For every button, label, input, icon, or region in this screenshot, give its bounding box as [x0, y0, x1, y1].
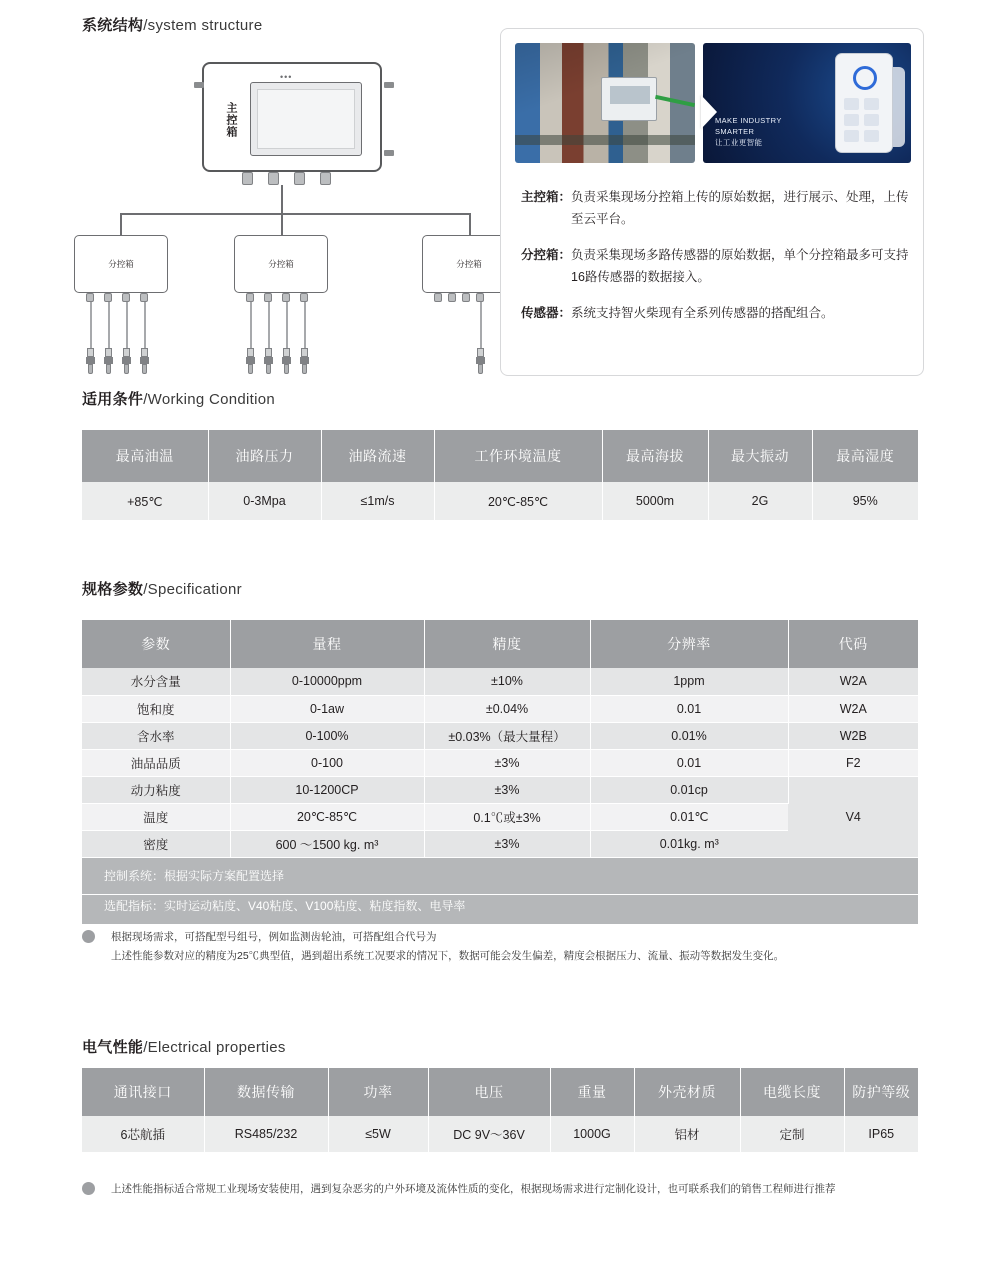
section-heading-structure-cn: 系统结构 [82, 17, 144, 34]
section-heading-structure [82, 14, 263, 35]
wc-value-cell: 20℃-85℃ [434, 482, 602, 520]
spec-footnote-line1: 根据现场需求，可搭配型号组号，例如监测齿轮油，可搭配组合代号为 [111, 931, 437, 943]
wc-header-cell: 油路压力 [208, 430, 321, 482]
ep-value-cell: IP65 [844, 1116, 918, 1152]
spec-resolution-cell: 0.01 [590, 695, 788, 722]
spec-footnote-line2: 上述性能参数对应的精度为25℃典型值，遇到超出系统工况要求的情况下，数据可能会发生偏差，精度会根据压力、流量、振动等数据发生变化。 [111, 950, 785, 963]
working-condition-table [82, 430, 918, 520]
electrical-properties-table [82, 1068, 918, 1152]
spec-range-cell: 0-100 [230, 749, 424, 776]
spec-resolution-cell: 1ppm [590, 668, 788, 695]
spec-range-cell: 0-100% [230, 722, 424, 749]
wc-header-cell: 最高海拔 [602, 430, 708, 482]
table-header-row [82, 620, 918, 668]
spec-resolution-cell: 0.01cp [590, 776, 788, 803]
wc-value-cell: 95% [812, 482, 918, 520]
legend-item [521, 303, 913, 325]
ep-header-cell: 重量 [550, 1068, 634, 1116]
table-row [82, 482, 918, 520]
sub-control-box-2-label: 分控箱 [268, 259, 294, 269]
spec-name-cell: 动力粘度 [82, 776, 230, 803]
electrical-footnote-line1: 上述性能指标适合常规工业现场安装使用，遇到复杂恶劣的户外环境及流体性质的变化，根据现场需求进行定制化设计，也可联系我们的销售工程师进行推荐 [111, 1183, 836, 1195]
photo-strip [515, 43, 911, 163]
wc-value-cell: 0-3Mpa [208, 482, 321, 520]
ep-value-cell: 1000G [550, 1116, 634, 1152]
app-photo-caption-line2: SMARTER [715, 127, 755, 137]
connector-icon [320, 172, 331, 185]
section-heading-electrical-en: /Electrical properties [143, 1039, 286, 1056]
legend-item [521, 245, 913, 289]
main-box-screen [250, 82, 362, 156]
spec-name-cell: 含水率 [82, 722, 230, 749]
connector-icon [242, 172, 253, 185]
ep-value-cell: DC 9V～36V [428, 1116, 550, 1152]
ep-value-cell: 定制 [740, 1116, 844, 1152]
spec-accuracy-cell: ±3% [424, 830, 590, 857]
connector-icon [294, 172, 305, 185]
table-note-row [82, 857, 918, 894]
spec-note-cell-1: 控制系统：根据实际方案配置选择 [82, 857, 918, 894]
sensor-icon [86, 348, 95, 374]
ep-value-cell: ≤5W [328, 1116, 428, 1152]
wc-header-cell: 最高油温 [82, 430, 208, 482]
spec-header-cell: 代码 [788, 620, 918, 668]
wc-value-cell: 5000m [602, 482, 708, 520]
wc-header-cell: 最大振动 [708, 430, 812, 482]
spec-accuracy-cell: 0.1℃或±3% [424, 803, 590, 830]
table-row [82, 668, 918, 695]
main-control-box [202, 62, 382, 172]
wc-value-cell: ≤1m/s [321, 482, 434, 520]
spec-code-cell: W2B [788, 722, 918, 749]
spec-range-cell: 600 ～1500 kg. m³ [230, 830, 424, 857]
sub-control-box-3-label: 分控箱 [456, 259, 482, 269]
ep-value-cell: 6芯航插 [82, 1116, 204, 1152]
spec-header-cell: 精度 [424, 620, 590, 668]
section-heading-electrical-cn: 电气性能 [82, 1039, 144, 1056]
spec-name-cell: 油品品质 [82, 749, 230, 776]
ep-value-cell: 铝材 [634, 1116, 740, 1152]
legend-item-label: 主控箱： [521, 190, 572, 204]
spec-accuracy-cell: ±3% [424, 749, 590, 776]
section-heading-working [82, 388, 275, 409]
app-photo-caption-line3: 让工业更智能 [715, 138, 763, 148]
ep-header-cell: 数据传输 [204, 1068, 328, 1116]
legend-item-label: 传感器： [521, 305, 572, 320]
spec-range-cell: 10-1200CP [230, 776, 424, 803]
spec-code-cell: F2 [788, 749, 918, 776]
spec-resolution-cell: 0.01 [590, 749, 788, 776]
sensor-icon [476, 348, 485, 374]
spec-resolution-cell: 0.01kg. m³ [590, 830, 788, 857]
section-heading-spec [82, 578, 242, 599]
spec-code-cell: W2A [788, 668, 918, 695]
specification-table [82, 620, 918, 925]
spec-header-cell: 参数 [82, 620, 230, 668]
wc-header-cell: 最高湿度 [812, 430, 918, 482]
spec-accuracy-cell: ±3% [424, 776, 590, 803]
table-header-row [82, 430, 918, 482]
section-heading-spec-en: /Specificationr [143, 581, 242, 598]
sub-control-box-1 [74, 235, 168, 293]
app-photo [703, 43, 911, 163]
table-row [82, 695, 918, 722]
electrical-footnote [82, 1180, 918, 1199]
table-header-row [82, 1068, 918, 1116]
legend-item-text: 系统支持智火柴现有全系列传感器的搭配组合。 [571, 305, 834, 320]
sensor-icon [140, 348, 149, 374]
spec-code-cell: V4 [788, 776, 918, 857]
spec-accuracy-cell: ±10% [424, 668, 590, 695]
sub-control-box-1-label: 分控箱 [108, 259, 134, 269]
spec-header-cell: 量程 [230, 620, 424, 668]
spec-header-cell: 分辨率 [590, 620, 788, 668]
system-structure-diagram [82, 38, 482, 368]
spec-name-cell: 密度 [82, 830, 230, 857]
legend-item-text: 负责采集现场多路传感器的原始数据，单个分控箱最多可支持16路传感器的数据接入。 [571, 247, 909, 284]
table-row [82, 722, 918, 749]
spec-accuracy-cell: ±0.03%（最大量程） [424, 722, 590, 749]
legend-item-text: 负责采集现场分控箱上传的原始数据，进行展示、处理，上传至云平台。 [571, 190, 909, 226]
spec-name-cell: 水分含量 [82, 668, 230, 695]
spec-accuracy-cell: ±0.04% [424, 695, 590, 722]
table-row [82, 749, 918, 776]
legend-list [521, 187, 913, 338]
ep-header-cell: 通讯接口 [82, 1068, 204, 1116]
bullet-icon [82, 930, 95, 943]
ep-header-cell: 电缆长度 [740, 1068, 844, 1116]
sensor-icon [122, 348, 131, 374]
legend-item-label: 分控箱： [521, 247, 572, 262]
spec-resolution-cell: 0.01℃ [590, 803, 788, 830]
section-heading-electrical [82, 1036, 286, 1057]
indicator-dots-icon: ••• [280, 72, 293, 82]
sensor-icon [264, 348, 273, 374]
connector-icon [268, 172, 279, 185]
section-heading-spec-cn: 规格参数 [82, 581, 144, 598]
sensor-icon [104, 348, 113, 374]
ep-header-cell: 电压 [428, 1068, 550, 1116]
section-heading-working-en: /Working Condition [143, 391, 276, 408]
ep-header-cell: 防护等级 [844, 1068, 918, 1116]
wc-header-cell: 油路流速 [321, 430, 434, 482]
spec-name-cell: 饱和度 [82, 695, 230, 722]
spec-name-cell: 温度 [82, 803, 230, 830]
table-row [82, 776, 918, 803]
sub-control-box-2 [234, 235, 328, 293]
spec-footnote [82, 928, 918, 967]
sensor-icon [282, 348, 291, 374]
ep-header-cell: 功率 [328, 1068, 428, 1116]
ep-value-cell: RS485/232 [204, 1116, 328, 1152]
site-photo [515, 43, 695, 163]
wc-value-cell: 2G [708, 482, 812, 520]
section-heading-working-cn: 适用条件 [82, 391, 144, 408]
spec-range-cell: 20℃-85℃ [230, 803, 424, 830]
ep-header-cell: 外壳材质 [634, 1068, 740, 1116]
main-control-box-label: 主控箱 [225, 102, 237, 138]
bullet-icon [82, 1182, 95, 1195]
wc-header-cell: 工作环境温度 [434, 430, 602, 482]
spec-range-cell: 0-10000ppm [230, 668, 424, 695]
app-photo-caption-line1: MAKE INDUSTRY [715, 116, 782, 126]
spec-code-cell: W2A [788, 695, 918, 722]
structure-info-panel [500, 28, 924, 376]
table-note-row [82, 894, 918, 924]
spec-range-cell: 0-1aw [230, 695, 424, 722]
spec-resolution-cell: 0.01% [590, 722, 788, 749]
wc-value-cell: +85℃ [82, 482, 208, 520]
legend-item [521, 187, 913, 231]
table-row [82, 1116, 918, 1152]
sensor-icon [246, 348, 255, 374]
arrow-icon [701, 95, 717, 129]
spec-note-cell-2: 选配指标：实时运动粘度、V40粘度、V100粘度、粘度指数、电导率 [82, 894, 918, 924]
section-heading-structure-en: /system structure [143, 17, 263, 34]
sensor-icon [300, 348, 309, 374]
